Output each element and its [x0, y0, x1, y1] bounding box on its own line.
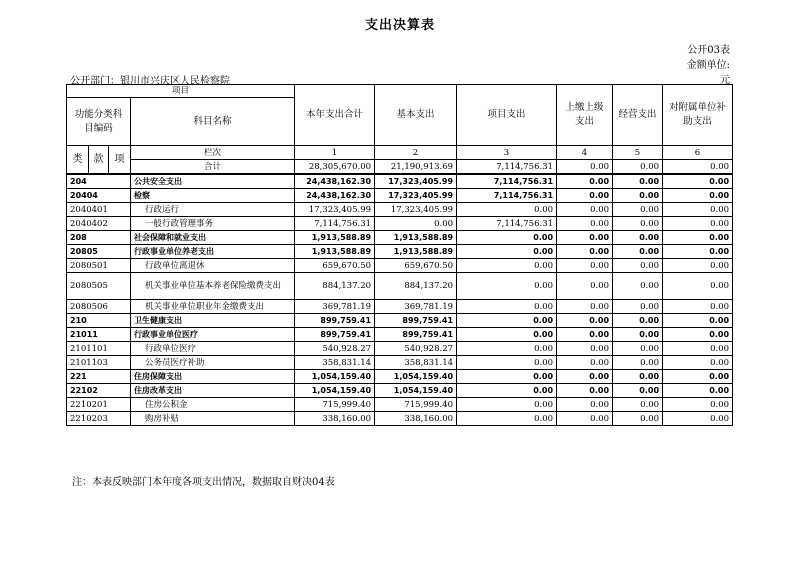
row-value: 0.00: [613, 217, 663, 231]
row-value: 540,928.27: [375, 342, 457, 356]
row-value: 899,759.41: [375, 314, 457, 328]
table-row: [67, 245, 733, 259]
total-row-value: 0.00: [663, 160, 733, 175]
row-code: 2080501: [67, 259, 131, 273]
page-title: 支出决算表: [364, 18, 435, 33]
row-value: 0.00: [557, 189, 613, 203]
header-business: 经营支出: [613, 85, 663, 146]
table-row: [67, 328, 733, 342]
row-value: 0.00: [457, 370, 557, 384]
row-value: 0.00: [557, 174, 613, 189]
row-value: 358,831.14: [375, 356, 457, 370]
row-code: 2101103: [67, 356, 131, 370]
row-value: 0.00: [663, 259, 733, 273]
row-value: 0.00: [557, 231, 613, 245]
row-subject-name: 社会保障和就业支出: [131, 231, 295, 245]
row-value: 0.00: [663, 328, 733, 342]
row-code: 21011: [67, 328, 131, 342]
table-row: [67, 412, 733, 426]
row-subject-name: 购房补贴: [131, 412, 295, 426]
row-value: 0.00: [613, 384, 663, 398]
row-value: 0.00: [663, 245, 733, 259]
total-row-value: 28,305,670.00: [295, 160, 375, 175]
row-value: 540,928.27: [295, 342, 375, 356]
row-value: 0.00: [557, 328, 613, 342]
row-value: 1,913,588.89: [295, 245, 375, 259]
row-subject-name: 住房公积金: [131, 398, 295, 412]
row-value: 1,054,159.40: [295, 370, 375, 384]
row-code: 204: [67, 174, 131, 189]
row-value: 0.00: [457, 300, 557, 314]
row-value: 0.00: [457, 203, 557, 217]
header-project: 项目支出: [457, 85, 557, 146]
table-row: [67, 259, 733, 273]
table-row: [67, 370, 733, 384]
table-row: [67, 384, 733, 398]
header-kuan: 款: [89, 146, 109, 175]
row-subject-name: 住房保障支出: [131, 370, 295, 384]
row-value: 0.00: [613, 328, 663, 342]
row-value: 1,913,588.89: [295, 231, 375, 245]
row-code: 22102: [67, 384, 131, 398]
row-value: 0.00: [557, 356, 613, 370]
col-num-5: 5: [613, 146, 663, 160]
row-value: 0.00: [457, 384, 557, 398]
table-row: [67, 217, 733, 231]
row-value: 0.00: [613, 356, 663, 370]
table-row: [67, 398, 733, 412]
row-subject-name: 公务员医疗补助: [131, 356, 295, 370]
row-value: 0.00: [457, 231, 557, 245]
header-basic: 基本支出: [375, 85, 457, 146]
header-subsidy: 对附属单位补助支出: [663, 85, 733, 146]
row-value: 0.00: [663, 314, 733, 328]
header-lei: 类: [67, 146, 89, 175]
department-name: 公开部门：银川市兴庆区人民检察院: [70, 76, 230, 87]
row-value: 0.00: [557, 398, 613, 412]
row-value: 0.00: [457, 356, 557, 370]
row-subject-name: 机关事业单位职业年金缴费支出: [131, 300, 295, 314]
col-num-1: 1: [295, 146, 375, 160]
row-value: 17,323,405.99: [375, 174, 457, 189]
table-body: [67, 174, 733, 426]
table-row: [67, 314, 733, 328]
expenditure-table: [66, 84, 733, 426]
row-value: 24,438,162.30: [295, 189, 375, 203]
row-subject-name: 检察: [131, 189, 295, 203]
row-value: 1,913,588.89: [375, 231, 457, 245]
row-value: 0.00: [613, 203, 663, 217]
row-value: 1,054,159.40: [295, 384, 375, 398]
total-row-label: 合计: [131, 160, 295, 175]
row-code: 20805: [67, 245, 131, 259]
row-value: 0.00: [457, 273, 557, 300]
header-xiang: 项: [109, 146, 131, 175]
row-value: 0.00: [663, 273, 733, 300]
col-num-6: 6: [663, 146, 733, 160]
total-row-value: 21,190,913.69: [375, 160, 457, 175]
row-value: 0.00: [663, 189, 733, 203]
row-subject-name: 行政单位离退休: [131, 259, 295, 273]
row-value: 0.00: [557, 273, 613, 300]
row-subject-name: 卫生健康支出: [131, 314, 295, 328]
header-total: 本年支出合计: [295, 85, 375, 146]
row-value: 899,759.41: [295, 314, 375, 328]
col-num-4: 4: [557, 146, 613, 160]
row-code: 20404: [67, 189, 131, 203]
col-num-2: 2: [375, 146, 457, 160]
row-value: 0.00: [557, 342, 613, 356]
row-value: 0.00: [557, 370, 613, 384]
row-code: 2080505: [67, 273, 131, 300]
row-value: 0.00: [457, 314, 557, 328]
row-value: 17,323,405.99: [295, 203, 375, 217]
row-value: 0.00: [557, 259, 613, 273]
row-value: 0.00: [457, 412, 557, 426]
row-value: 0.00: [457, 328, 557, 342]
row-value: 0.00: [663, 174, 733, 189]
table-row: [67, 231, 733, 245]
row-value: 0.00: [663, 300, 733, 314]
row-value: 358,831.14: [295, 356, 375, 370]
table-row: [67, 189, 733, 203]
row-value: 899,759.41: [295, 328, 375, 342]
row-value: 715,999.40: [375, 398, 457, 412]
row-value: 0.00: [557, 412, 613, 426]
row-code: 208: [67, 231, 131, 245]
row-code: 221: [67, 370, 131, 384]
row-value: 7,114,756.31: [457, 189, 557, 203]
row-value: 0.00: [663, 203, 733, 217]
row-value: 0.00: [457, 398, 557, 412]
row-value: 338,160.00: [375, 412, 457, 426]
row-code: 2210203: [67, 412, 131, 426]
row-value: 0.00: [613, 300, 663, 314]
total-row-value: 0.00: [557, 160, 613, 175]
row-value: 338,160.00: [295, 412, 375, 426]
row-value: 0.00: [613, 398, 663, 412]
row-subject-name: 一般行政管理事务: [131, 217, 295, 231]
row-code: 2040402: [67, 217, 131, 231]
row-value: 659,670.50: [295, 259, 375, 273]
unit-label: 金额单位:: [686, 60, 730, 71]
row-value: 0.00: [613, 259, 663, 273]
row-value: 0.00: [663, 384, 733, 398]
row-code: 2210201: [67, 398, 131, 412]
row-value: 884,137.20: [295, 273, 375, 300]
row-value: 0.00: [663, 370, 733, 384]
row-value: 0.00: [457, 245, 557, 259]
row-value: 0.00: [663, 356, 733, 370]
header-func-code: 功能分类科目编码: [67, 98, 131, 146]
row-subject-name: 行政运行: [131, 203, 295, 217]
row-value: 0.00: [557, 245, 613, 259]
row-value: 0.00: [663, 412, 733, 426]
form-number: 公开03表: [687, 45, 730, 56]
row-value: 0.00: [557, 217, 613, 231]
row-value: 0.00: [613, 273, 663, 300]
footnote: 注：本表反映部门本年度各项支出情况，数据取自财决04表: [72, 477, 335, 488]
table-row: [67, 273, 733, 300]
total-row-value: 7,114,756.31: [457, 160, 557, 175]
row-value: 369,781.19: [295, 300, 375, 314]
row-value: 0.00: [613, 370, 663, 384]
row-value: 1,054,159.40: [375, 370, 457, 384]
row-value: 0.00: [613, 342, 663, 356]
row-value: 24,438,162.30: [295, 174, 375, 189]
row-value: 1,054,159.40: [375, 384, 457, 398]
row-value: 7,114,756.31: [295, 217, 375, 231]
row-value: 0.00: [613, 412, 663, 426]
row-value: 899,759.41: [375, 328, 457, 342]
row-value: 0.00: [663, 217, 733, 231]
row-value: 0.00: [663, 342, 733, 356]
row-value: 0.00: [613, 314, 663, 328]
table-row: [67, 300, 733, 314]
row-value: 884,137.20: [375, 273, 457, 300]
row-value: 0.00: [613, 245, 663, 259]
row-value: 7,114,756.31: [457, 217, 557, 231]
row-value: 17,323,405.99: [375, 189, 457, 203]
unit-value: 元: [720, 75, 730, 86]
row-code: 2080506: [67, 300, 131, 314]
row-subject-name: 住房改革支出: [131, 384, 295, 398]
row-value: 0.00: [557, 384, 613, 398]
row-value: 0.00: [375, 217, 457, 231]
row-value: 0.00: [557, 314, 613, 328]
header-subject-name: 科目名称: [131, 98, 295, 146]
row-subject-name: 行政事业单位医疗: [131, 328, 295, 342]
table-row: [67, 203, 733, 217]
row-value: 0.00: [613, 189, 663, 203]
col-num-3: 3: [457, 146, 557, 160]
row-value: 17,323,405.99: [375, 203, 457, 217]
row-value: 715,999.40: [295, 398, 375, 412]
row-value: 0.00: [557, 203, 613, 217]
row-subject-name: 机关事业单位基本养老保险缴费支出: [131, 273, 295, 300]
row-subject-name: 公共安全支出: [131, 174, 295, 189]
row-subject-name: 行政单位医疗: [131, 342, 295, 356]
total-row-value: 0.00: [613, 160, 663, 175]
row-subject-name: 行政事业单位养老支出: [131, 245, 295, 259]
table-row: [67, 356, 733, 370]
row-value: 0.00: [457, 342, 557, 356]
header-item: 项目: [67, 85, 295, 98]
row-code: 2040401: [67, 203, 131, 217]
table-row: [67, 174, 733, 189]
row-value: 1,913,588.89: [375, 245, 457, 259]
row-code: 2101101: [67, 342, 131, 356]
table-row: [67, 342, 733, 356]
row-value: 0.00: [557, 300, 613, 314]
row-code: 210: [67, 314, 131, 328]
row-value: 0.00: [613, 231, 663, 245]
row-value: 369,781.19: [375, 300, 457, 314]
header-remit: 上缴上级支出: [557, 85, 613, 146]
row-value: 0.00: [613, 174, 663, 189]
row-value: 0.00: [663, 231, 733, 245]
row-value: 7,114,756.31: [457, 174, 557, 189]
header-col-label: 栏次: [131, 146, 295, 160]
row-value: 659,670.50: [375, 259, 457, 273]
row-value: 0.00: [457, 259, 557, 273]
row-value: 0.00: [663, 398, 733, 412]
